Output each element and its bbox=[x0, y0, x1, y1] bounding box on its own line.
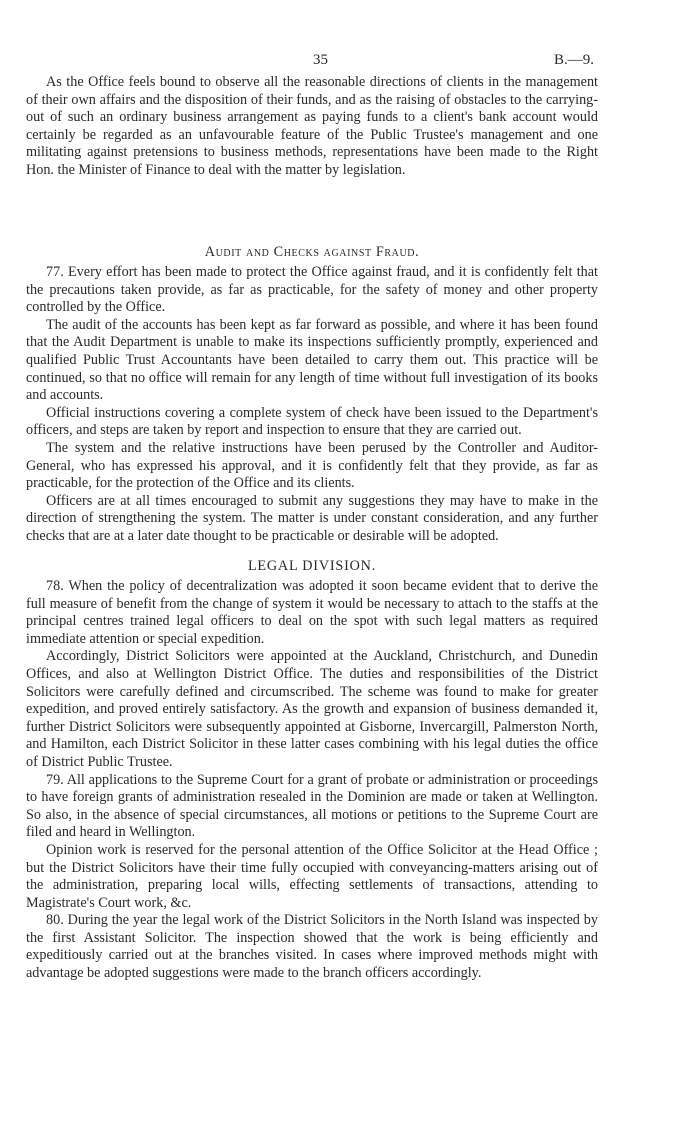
legal-section-text bbox=[26, 578, 598, 983]
paragraph: As the Office feels bound to observe all the reasonable directions of clients in the management of their own affairs and the disposition of their funds, and as the raising of obstacles to the carrying-out of such an ordinary business arrangement as paying funds to a client's bank account would certainly be regarded as an unfavourable feature of the Public Trustee's management and one militating against pretensions to business methods, representations have been made to the Right Hon. the Minister of Finance to deal with the matter by legislation. bbox=[26, 74, 598, 178]
paragraph: Officers are at all times encouraged to submit any suggestions they may have to make in the direction of strengthening the system. The matter is under constant consideration, and any further checks that are at a later date thought to be practicable or desirable will be adopted. bbox=[26, 492, 598, 544]
paragraph: Official instructions covering a complete system of check have been issued to the Department's officers, and steps are taken by report and inspection to ensure that they are carried out. bbox=[26, 404, 598, 439]
section-heading-audit: Audit and Checks against Fraud. bbox=[204, 244, 420, 260]
paragraph: 80. During the year the legal work of the District Solicitors in the North Island was inspected by the first Assistant Solicitor. The inspection showed that the work is being efficiently and expeditiously carried out at the branches visited. In cases where improved methods might with advantage be adopted suggestions were made to the branch officers accordingly. bbox=[26, 912, 598, 982]
paragraph: 78. When the policy of decentralization was adopted it soon became evident that to derive the full measure of benefit from the change of system it would be necessary to attach to the staffs at the principal centres trained legal officers to deal on the spot with such legal matters as required immediate attention or special expedition. bbox=[26, 578, 598, 647]
paragraph: Opinion work is reserved for the personal attention of the Office Solicitor at the Head Office ; but the District Solicitors have their time fully occupied with conveyancing-matters arising out of the administration, preparing local wills, effecting settlements of transactions, attending to Magistrate's Court work, &c. bbox=[26, 841, 598, 911]
page-header bbox=[0, 52, 700, 72]
audit-section-text bbox=[26, 264, 598, 546]
paragraph: The audit of the accounts has been kept as far forward as possible, and where it has been found that the Audit Department is unable to make its inspections sufficiently promptly, experienced and qualified Public Trust Accountants have been detailed to carry them out. This practice will be continued, so that no office will remain for any length of time without full investigation of its books and accounts. bbox=[26, 316, 598, 404]
document-reference: B.—9. bbox=[554, 52, 595, 68]
paragraph: 79. All applications to the Supreme Court for a grant of probate or administration or proceedings to have foreign grants of administration resealed in the Dominion are made or taken at Wellington. So also, in the absence of special circumstances, all motions or petitions to the Supreme Court are filed and heard in Wellington. bbox=[26, 771, 598, 841]
intro-text bbox=[26, 74, 598, 180]
section-heading-legal: LEGAL DIVISION. bbox=[247, 558, 377, 574]
paragraph: The system and the relative instructions have been perused by the Controller and Auditor-General, who has expressed his approval, and it is confidently felt that they provide, as far as practicable, for the protection of the Office and its clients. bbox=[26, 439, 598, 492]
paragraph: Accordingly, District Solicitors were appointed at the Auckland, Christchurch, and Dunedin Offices, and also at Wellington District Office. The duties and responsibilities of the District Solicitors were carefully defined and circumscribed. The scheme was found to make for greater expedition, and proved entirely satisfactory. As the growth and expansion of business demanded it, further District Solicitors were subsequently appointed at Gisborne, Invercargill, Palmerston North, and Hamilton, each District Solicitor in these latter cases combining with his legal duties the office of District Public Trustee. bbox=[26, 648, 598, 770]
page-number: 35 bbox=[313, 52, 328, 68]
paragraph: 77. Every effort has been made to protect the Office against fraud, and it is confidently felt that the precautions taken provide, as far as practicable, for the safety of money and other property controlled by the Office. bbox=[26, 264, 598, 316]
